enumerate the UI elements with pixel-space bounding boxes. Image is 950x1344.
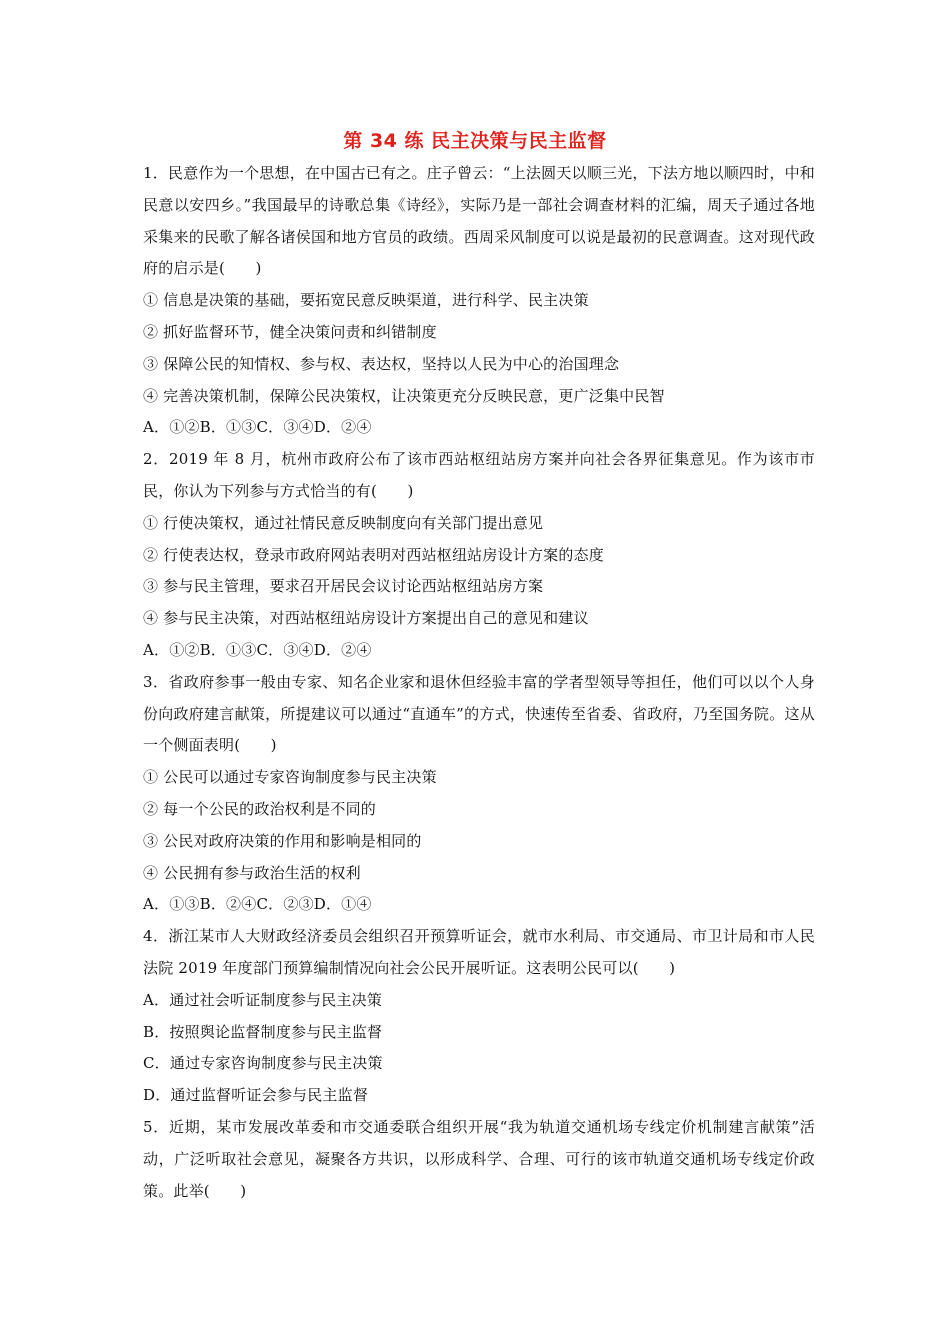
question-3-item-2: ② 每一个公民的政治权利是不同的: [143, 799, 376, 818]
question-4-choice-a: A．通过社会听证制度参与民主决策: [143, 990, 383, 1009]
question-4-choice-b: B．按照舆论监督制度参与民主监督: [143, 1022, 383, 1041]
question-1-item-1: ① 信息是决策的基础，要拓宽民意反映渠道，进行科学、民主决策: [143, 291, 589, 310]
question-3-options: A．①③B．②④C．②③D．①④: [143, 895, 372, 914]
question-4-choice-d: D．通过监督听证会参与民主监督: [143, 1086, 369, 1105]
question-4-choice-c: C．通过专家咨询制度参与民主决策: [143, 1054, 383, 1073]
page-title: 第 34 练 民主决策与民主监督: [343, 130, 607, 152]
question-3-item-4: ④ 公民拥有参与政治生活的权利: [143, 863, 361, 882]
question-1: [143, 158, 815, 444]
question-1-item-3: ③ 保障公民的知情权、参与权、表达权，坚持以人民为中心的治国理念: [143, 354, 620, 373]
question-4: [143, 921, 815, 1112]
question-2: [143, 444, 815, 667]
question-3-item-1: ① 公民可以通过专家咨询制度参与民主决策: [143, 768, 437, 787]
question-2-stem: 2．2019 年 8 月，杭州市政府公布了该市西站枢纽站房方案并向社会各界征集意见。作为该市市民，你认为下列参与方式恰当的有( ): [143, 450, 815, 500]
question-2-options: A．①②B．①③C．③④D．②④: [143, 640, 372, 659]
question-2-item-3: ③ 参与民主管理，要求召开居民会议讨论西站枢纽站房方案: [143, 577, 544, 596]
question-5-stem: 5．近期，某市发展改革委和市交通委联合组织开展“我为轨道交通机场专线定价机制建言献策”活动，广泛听取社会意见，凝聚各方共识，以形成科学、合理、可行的该市轨道交通机场专线定价政策。此举( ): [143, 1117, 815, 1200]
question-1-item-2: ② 抓好监督环节，健全决策问责和纠错制度: [143, 322, 437, 341]
question-1-item-4: ④ 完善决策机制，保障公民决策权，让决策更充分反映民意，更广泛集中民智: [143, 386, 665, 405]
question-2-item-4: ④ 参与民主决策，对西站枢纽站房设计方案提出自己的意见和建议: [143, 609, 589, 628]
question-4-stem: 4．浙江某市人大财政经济委员会组织召开预算听证会，就市水利局、市交通局、市卫计局和市人民法院 2019 年度部门预算编制情况向社会公民开展听证。这表明公民可以( ): [143, 927, 815, 977]
question-3-stem: 3．省政府参事一般由专家、知名企业家和退休但经验丰富的学者型领导等担任，他们可以以个人身份向政府建言献策，所提建议可以通过“直通车”的方式，快速传至省委、省政府，乃至国务院。这从一个侧面表明( ): [143, 672, 815, 755]
question-2-item-1: ① 行使决策权，通过社情民意反映制度向有关部门提出意见: [143, 513, 544, 532]
document-body: [143, 158, 815, 1207]
question-1-options: A．①②B．①③C．③④D．②④: [143, 418, 372, 437]
question-3-item-3: ③ 公民对政府决策的作用和影响是相同的: [143, 831, 422, 850]
question-1-stem: 1．民意作为一个思想，在中国古已有之。庄子曾云：“上法圆天以顺三光，下法方地以顺四时，中和民意以安四乡。”我国最早的诗歌总集《诗经》，实际乃是一部社会调查材料的汇编，周天子通过各地采集来的民歌了解各诸侯国和地方官员的政绩。西周采风制度可以说是最初的民意调查。这对现代政府的启示是( ): [143, 164, 815, 278]
question-3: [143, 667, 815, 921]
question-2-item-2: ② 行使表达权，登录市政府网站表明对西站枢纽站房设计方案的态度: [143, 545, 604, 564]
question-5: [143, 1112, 815, 1207]
